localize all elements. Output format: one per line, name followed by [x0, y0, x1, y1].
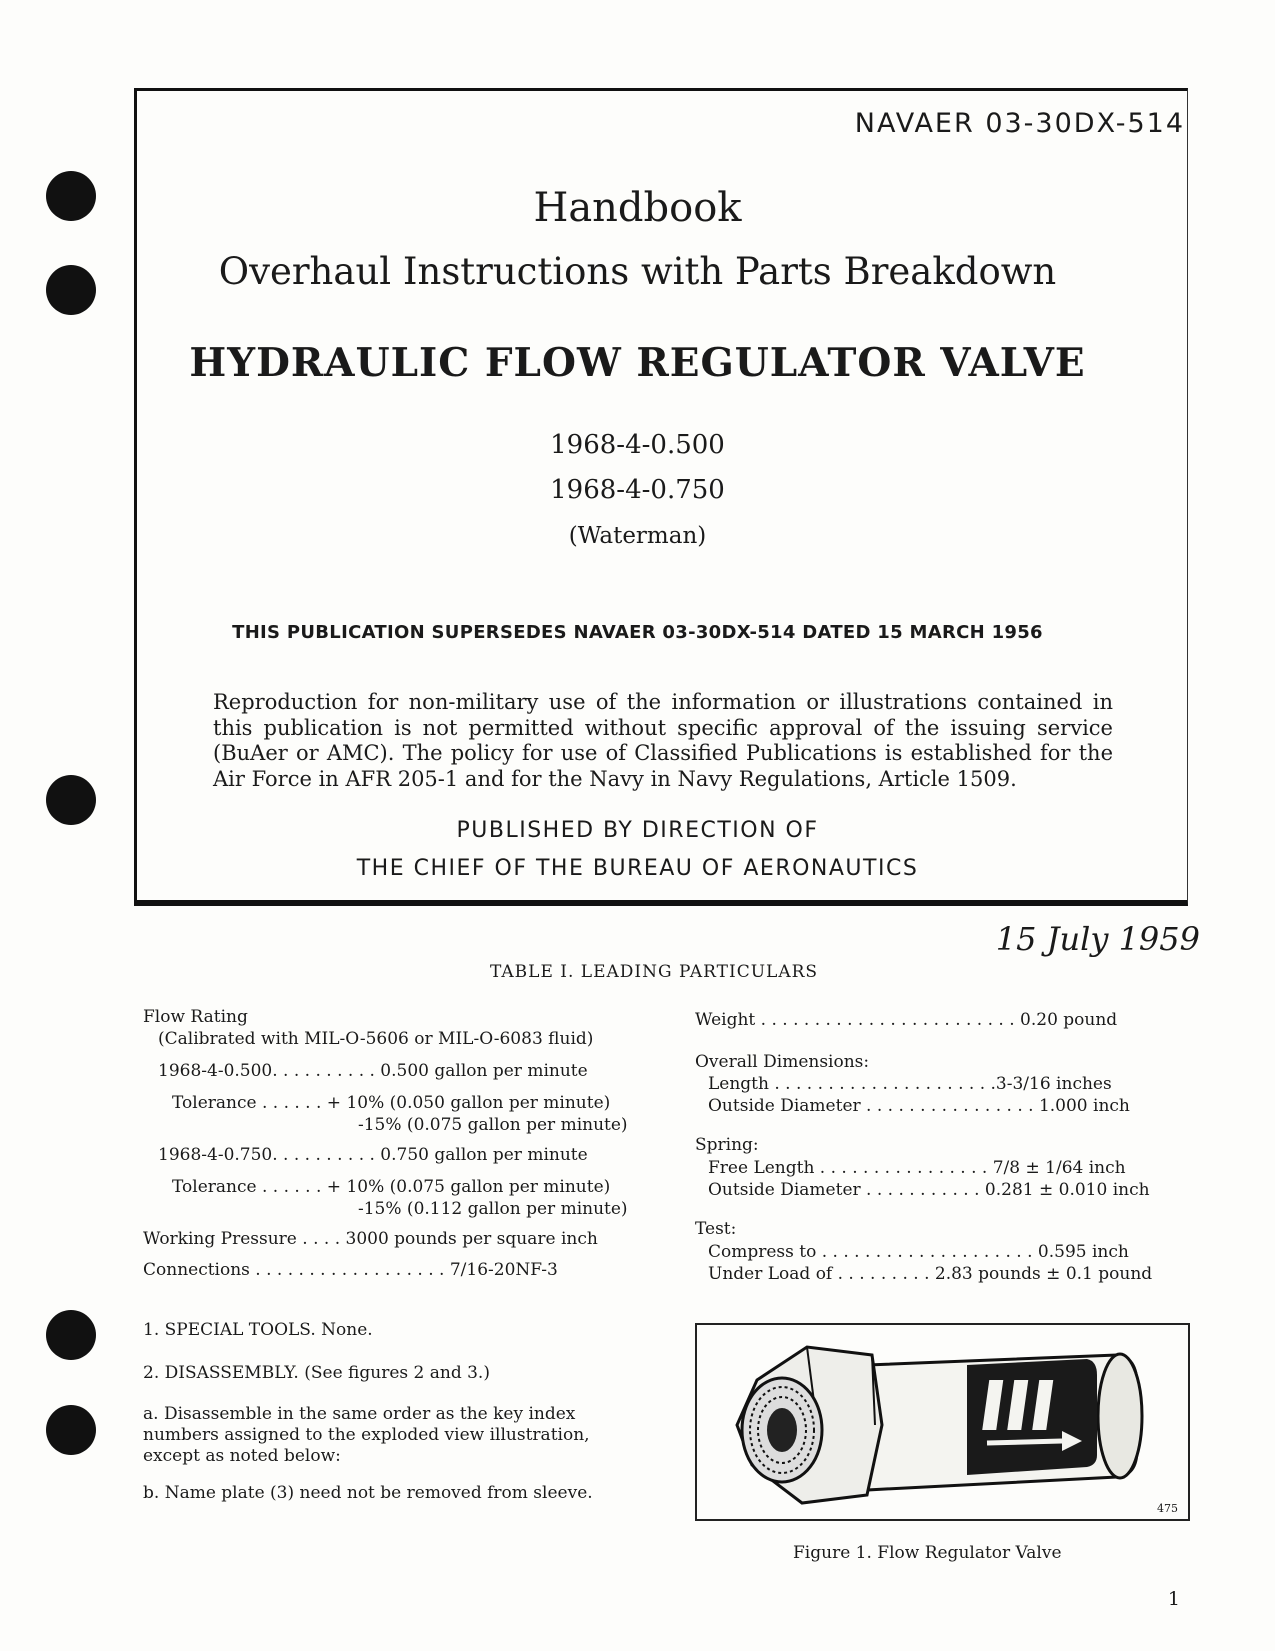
spec-overall-dimensions: Overall Dimensions: [695, 1052, 870, 1072]
spec-compress: Compress to . . . . . . . . . . . . . . . . . . . . 0.595 inch [708, 1242, 1129, 1262]
supersedes-notice: THIS PUBLICATION SUPERSEDES NAVAER 03-30DX-514 DATED 15 MARCH 1956 [232, 622, 1043, 643]
published-by-line: THE CHIEF OF THE BUREAU OF AERONAUTICS [356, 856, 919, 881]
spec-spring: Spring: [695, 1135, 759, 1155]
part-number: 1968-4-0.500 [550, 430, 725, 460]
subtitle: Overhaul Instructions with Parts Breakdown [218, 250, 1057, 293]
spec-spring-outside-diameter: Outside Diameter . . . . . . . . . . . 0.281 ± 0.010 inch [708, 1180, 1150, 1200]
spec-part-750: 1968-4-0.750. . . . . . . . . . 0.750 gallon per minute [158, 1145, 588, 1165]
paragraph-a-line: except as noted below: [143, 1446, 341, 1466]
spec-flow-rating: Flow Rating [143, 1007, 248, 1027]
reproduction-notice: Reproduction for non-military use of the information or illustrations contained in this publication is not permitted without specific approval of the issuing service (BuAer or AMC). The policy for use of Classified Publications is established for the Air Force in AFR 205-1 and for the Navy in Navy Regulations, Article 1509. [213, 690, 1113, 791]
table-title: TABLE I. LEADING PARTICULARS [490, 962, 819, 982]
handbook-heading: Handbook [533, 185, 742, 231]
spec-test: Test: [695, 1219, 737, 1239]
figure-caption: Figure 1. Flow Regulator Valve [793, 1543, 1062, 1563]
section-disassembly: 2. DISASSEMBLY. (See figures 2 and 3.) [143, 1363, 490, 1383]
section-special-tools: 1. SPECIAL TOOLS. None. [143, 1320, 373, 1340]
paragraph-a-line: a. Disassemble in the same order as the key index [143, 1404, 576, 1424]
binder-hole [46, 1405, 96, 1455]
publication-number: NAVAER 03-30DX-514 [854, 108, 1185, 139]
spec-weight: Weight . . . . . . . . . . . . . . . . . . . . . . . . 0.20 pound [695, 1010, 1118, 1030]
spec-tolerance-750: Tolerance . . . . . . + 10% (0.075 gallon per minute) [172, 1177, 611, 1197]
spec-tolerance-750-minus: -15% (0.112 gallon per minute) [358, 1199, 628, 1219]
paragraph-b: b. Name plate (3) need not be removed from sleeve. [143, 1483, 593, 1503]
paragraph-a-line: numbers assigned to the exploded view illustration, [143, 1425, 590, 1445]
spec-part-500: 1968-4-0.500. . . . . . . . . . 0.500 gallon per minute [158, 1061, 588, 1081]
page-number: 1 [1167, 1588, 1180, 1610]
publication-date: 15 July 1959 [995, 920, 1200, 958]
document-title: HYDRAULIC FLOW REGULATOR VALVE [189, 340, 1086, 386]
spec-under-load: Under Load of . . . . . . . . . 2.83 pounds ± 0.1 pound [708, 1264, 1153, 1284]
spec-tolerance-500-minus: -15% (0.075 gallon per minute) [358, 1115, 628, 1135]
published-by-line: PUBLISHED BY DIRECTION OF [456, 818, 819, 843]
valve-illustration [697, 1325, 1188, 1519]
part-number: 1968-4-0.750 [550, 475, 725, 505]
spec-calibrated: (Calibrated with MIL-O-5606 or MIL-O-6083 fluid) [158, 1029, 594, 1049]
spec-outside-diameter: Outside Diameter . . . . . . . . . . . . . . . . 1.000 inch [708, 1096, 1130, 1116]
manufacturer: (Waterman) [568, 523, 707, 549]
binder-hole [46, 1310, 96, 1360]
spec-tolerance-500: Tolerance . . . . . . + 10% (0.050 gallon per minute) [172, 1093, 611, 1113]
figure-1-box [695, 1323, 1190, 1521]
spec-working-pressure: Working Pressure . . . . 3000 pounds per square inch [143, 1229, 598, 1249]
figure-number: 475 [1157, 1502, 1178, 1515]
spec-length: Length . . . . . . . . . . . . . . . . . . . . .3-3/16 inches [708, 1074, 1112, 1094]
spec-connections: Connections . . . . . . . . . . . . . . . . . . 7/16-20NF-3 [143, 1260, 558, 1280]
spec-free-length: Free Length . . . . . . . . . . . . . . . . 7/8 ± 1/64 inch [708, 1158, 1126, 1178]
